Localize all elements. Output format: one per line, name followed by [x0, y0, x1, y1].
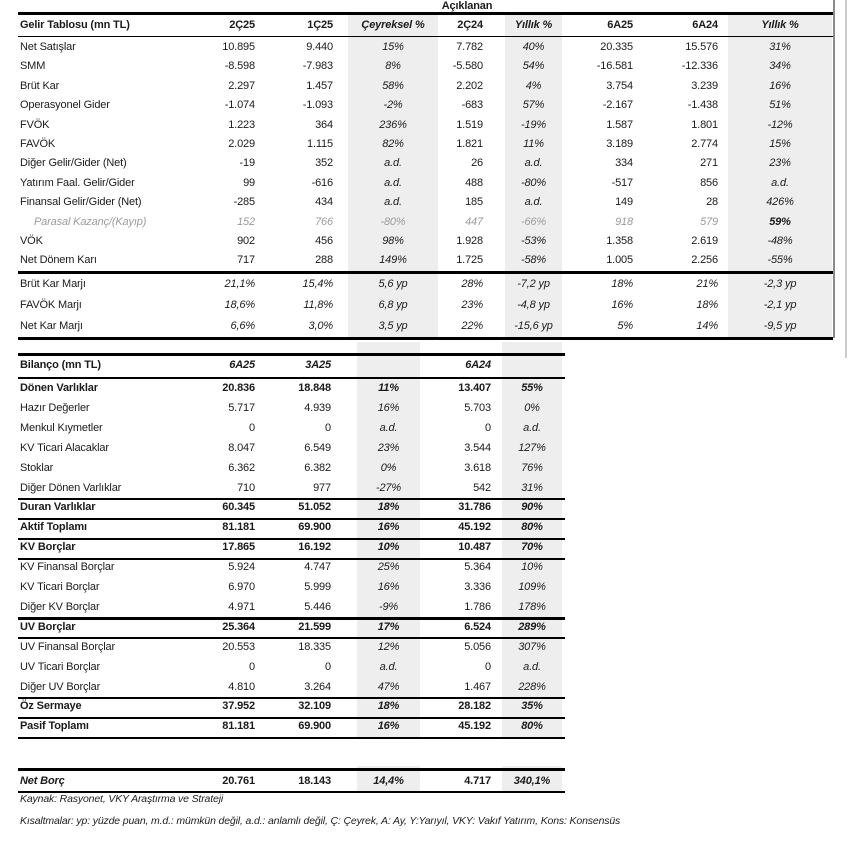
- cell-value: 11,8%: [303, 299, 333, 311]
- cell-value: 1.457: [306, 79, 333, 92]
- cell-value: 6.549: [304, 441, 331, 454]
- row-label: Bilanço (mn TL): [20, 359, 101, 371]
- cell-value: 902: [237, 235, 255, 247]
- cell-value: 447: [465, 215, 483, 228]
- cell-value: 80%: [521, 720, 543, 733]
- cell-value: 15.576: [685, 41, 718, 53]
- cell-value: 57%: [522, 99, 545, 112]
- cell-value: 0: [249, 660, 255, 673]
- row-label: KV Ticari Alacaklar: [20, 441, 109, 454]
- cell-value: 28%: [461, 278, 483, 290]
- row-label: Net Kar Marjı: [20, 320, 83, 332]
- cell-value: 15%: [382, 41, 404, 53]
- cell-value: 6.382: [304, 461, 331, 474]
- source-note: Kaynak: Rasyonet, VKY Araştırma ve Strateji: [20, 793, 224, 805]
- row-label: Duran Varlıklar: [20, 501, 96, 514]
- row-label: Stoklar: [20, 461, 54, 474]
- cell-value: 0: [325, 660, 331, 673]
- cell-value: -9%: [378, 600, 399, 613]
- cell-value: 766: [315, 215, 333, 228]
- cell-value: 16%: [377, 401, 400, 414]
- cell-value: 76%: [521, 461, 543, 474]
- column-header: 6A24: [465, 359, 491, 371]
- cell-value: 28.182: [458, 700, 491, 713]
- cell-value: 7.782: [456, 41, 483, 53]
- cell-value: 10%: [521, 561, 543, 574]
- column-header: Yıllık %: [761, 19, 799, 31]
- column-header: 3A25: [305, 359, 331, 371]
- cell-value: 51.052: [298, 501, 331, 514]
- cell-value: 271: [700, 157, 718, 170]
- cell-value: 23%: [461, 299, 483, 311]
- row-label: Net Borç: [20, 774, 65, 787]
- cell-value: a.d.: [379, 421, 398, 434]
- cell-value: 352: [315, 157, 333, 170]
- cell-value: 23%: [377, 441, 400, 454]
- cell-value: 20.553: [222, 640, 255, 653]
- cell-value: 17%: [377, 620, 400, 633]
- cell-value: 10.487: [458, 541, 491, 554]
- cell-value: 542: [473, 481, 491, 494]
- cell-value: 0%: [524, 401, 540, 414]
- cell-value: 3,0%: [308, 320, 333, 332]
- cell-value: 1.821: [456, 138, 483, 150]
- cell-value: 99: [243, 176, 255, 189]
- cell-value: 18.848: [298, 382, 331, 394]
- cell-value: 1.801: [691, 118, 718, 131]
- cell-value: 1.786: [464, 600, 491, 613]
- cell-value: 109%: [518, 581, 546, 593]
- cell-value: 90%: [521, 501, 543, 514]
- cell-value: 18,6%: [224, 299, 255, 311]
- row-label: Aktif Toplamı: [20, 521, 87, 534]
- cell-value: a.d.: [523, 660, 541, 673]
- column-header: 6A24: [692, 19, 718, 31]
- cell-value: -4,8 yp: [517, 299, 550, 311]
- cell-value: 6.970: [228, 581, 255, 593]
- row-label: Öz Sermaye: [20, 700, 82, 713]
- cell-value: -5.580: [452, 60, 483, 73]
- cell-value: -1.438: [687, 99, 718, 112]
- page-edge-line: [845, 0, 847, 358]
- row-label: Diğer KV Borçlar: [20, 600, 100, 613]
- row-label: Finansal Gelir/Gider (Net): [20, 196, 142, 209]
- row-label: FAVÖK Marjı: [20, 299, 82, 311]
- cell-value: -58%: [520, 254, 547, 267]
- cell-value: 5.364: [464, 561, 491, 574]
- cell-value: 1.519: [456, 118, 483, 131]
- cell-value: -15,6 yp: [514, 320, 553, 332]
- cell-value: 456: [315, 235, 333, 247]
- cell-value: -80%: [520, 176, 547, 189]
- row-label: Hazır Değerler: [20, 401, 90, 414]
- row-label: KV Borçlar: [20, 541, 76, 554]
- row-label: Net Dönem Karı: [20, 254, 97, 267]
- cell-value: a.d.: [524, 196, 543, 209]
- cell-value: 3.618: [464, 461, 491, 474]
- cell-value: 69.900: [298, 521, 331, 534]
- cell-value: -27%: [375, 481, 402, 494]
- cell-value: -683: [461, 99, 483, 112]
- cell-value: 5.703: [464, 401, 491, 414]
- cell-value: 1.587: [606, 118, 633, 131]
- cell-value: 58%: [382, 79, 404, 92]
- cell-value: 152: [237, 215, 255, 228]
- column-header: 6A25: [607, 19, 633, 31]
- cell-value: 4%: [525, 79, 542, 92]
- cell-value: a.d.: [384, 157, 402, 170]
- cell-value: 9.440: [306, 41, 333, 53]
- cell-value: 20.836: [222, 382, 255, 394]
- column-header: 6A25: [229, 359, 255, 371]
- row-label: KV Ticari Borçlar: [20, 581, 100, 593]
- cell-value: 6.524: [464, 620, 491, 633]
- cell-value: 18%: [377, 501, 400, 514]
- row-label: Operasyonel Gider: [20, 99, 110, 112]
- row-label: Menkul Kıymetler: [20, 421, 103, 434]
- column-header: Yıllık %: [514, 19, 553, 31]
- cell-value: 149: [615, 196, 633, 209]
- cell-value: -53%: [520, 235, 547, 247]
- cell-value: 31%: [769, 41, 791, 53]
- cell-value: 1.115: [307, 138, 333, 150]
- cell-value: 14%: [696, 320, 718, 332]
- column-header: 2Ç25: [229, 19, 255, 31]
- cell-value: 2.619: [691, 235, 718, 247]
- cell-value: 2.297: [228, 79, 255, 92]
- cell-value: 28: [706, 196, 718, 209]
- cell-value: -7,2 yp: [517, 278, 550, 290]
- cell-value: 1.928: [456, 235, 483, 247]
- cell-value: 2.256: [691, 254, 718, 267]
- cell-value: 22%: [461, 320, 483, 332]
- cell-value: -12%: [767, 118, 793, 131]
- cell-value: 5.924: [228, 561, 255, 574]
- cell-value: 4.810: [228, 680, 255, 693]
- cell-value: 37.952: [222, 700, 255, 713]
- cell-value: 10.895: [222, 41, 255, 53]
- cell-value: 5.717: [228, 401, 255, 414]
- cell-value: 10%: [377, 541, 400, 554]
- cell-value: -2,1 yp: [763, 299, 797, 311]
- cell-value: 8%: [385, 60, 401, 73]
- table-right-edge-line: [833, 0, 835, 338]
- row-label: UV Finansal Borçlar: [20, 640, 115, 653]
- cell-value: 2.029: [228, 138, 255, 150]
- row-label: FVÖK: [20, 118, 50, 131]
- cell-value: 47%: [377, 680, 400, 693]
- cell-value: -7.983: [302, 60, 333, 73]
- row-label: Yatırım Faal. Gelir/Gider: [20, 176, 135, 189]
- cell-value: 334: [615, 157, 633, 170]
- cell-value: 364: [315, 118, 333, 131]
- cell-value: a.d.: [524, 157, 543, 170]
- row-label: Parasal Kazanç/(Kayıp): [34, 215, 147, 228]
- cell-value: a.d.: [384, 176, 402, 189]
- cell-value: 16%: [377, 581, 400, 593]
- cell-value: 23%: [769, 157, 791, 170]
- cell-value: 0: [485, 660, 491, 673]
- column-header: 1Ç25: [307, 19, 333, 31]
- cell-value: 5%: [617, 320, 633, 332]
- cell-value: -517: [611, 176, 633, 189]
- announced-group-label: Açıklanan: [441, 0, 493, 12]
- cell-value: 15%: [769, 138, 791, 150]
- cell-value: 70%: [521, 541, 543, 554]
- cell-value: 16%: [769, 79, 791, 92]
- row-label: UV Borçlar: [20, 620, 76, 633]
- cell-value: 15,4%: [302, 278, 333, 290]
- cell-value: -616: [311, 176, 333, 189]
- cell-value: 1.358: [606, 235, 633, 247]
- cell-value: 5.999: [304, 581, 331, 593]
- cell-value: 5.056: [464, 640, 491, 653]
- cell-value: 3,5 yp: [378, 320, 408, 332]
- row-label: FAVÖK: [20, 138, 56, 150]
- cell-value: 13.407: [458, 382, 491, 394]
- column-header: Çeyreksel %: [361, 19, 425, 31]
- cell-value: 3.264: [304, 680, 331, 693]
- cell-value: 2.202: [456, 79, 483, 92]
- cell-value: 1.005: [606, 254, 633, 267]
- cell-value: 60.345: [222, 501, 255, 514]
- row-label: Diğer Dönen Varlıklar: [20, 481, 122, 494]
- cell-value: 34%: [769, 60, 791, 73]
- cell-value: 236%: [379, 118, 407, 131]
- cell-value: 16.192: [298, 541, 331, 554]
- cell-value: 178%: [518, 600, 546, 613]
- cell-value: 31%: [521, 481, 543, 494]
- cell-value: 977: [313, 481, 331, 494]
- cell-value: 14,4%: [373, 774, 404, 787]
- cell-value: 307%: [518, 640, 546, 653]
- cell-value: 3.239: [691, 79, 718, 92]
- abbreviations-note: Kısaltmalar: yp: yüzde puan, m.d.: mümkün değil, a.d.: anlamlı değil, Ç: Çeyrek, A: Ay, Y:Yarıyıl, VKY: Vakıf Yatırım, Kons: Konsensüs: [20, 815, 621, 827]
- cell-value: 579: [700, 215, 718, 228]
- row-label: VÖK: [20, 235, 43, 247]
- cell-value: 149%: [379, 254, 407, 267]
- cell-value: 3.336: [464, 581, 491, 593]
- cell-value: 488: [465, 176, 483, 189]
- cell-value: -285: [233, 196, 255, 209]
- cell-value: 17.865: [222, 541, 255, 554]
- cell-value: -1.093: [302, 99, 333, 112]
- row-label: Brüt Kar: [20, 79, 60, 92]
- cell-value: 4.717: [464, 774, 491, 787]
- cell-value: 717: [237, 254, 255, 267]
- row-label: UV Ticari Borçlar: [20, 660, 100, 673]
- cell-value: 21%: [696, 278, 718, 290]
- cell-value: 8.047: [228, 441, 255, 454]
- cell-value: a.d.: [379, 660, 398, 673]
- cell-value: 289%: [518, 620, 546, 633]
- cell-value: 18.335: [298, 640, 331, 653]
- cell-value: -19%: [520, 118, 547, 131]
- cell-value: 54%: [522, 60, 545, 73]
- cell-value: a.d.: [771, 176, 789, 189]
- cell-value: -16.581: [596, 60, 633, 73]
- cell-value: -2.167: [602, 99, 633, 112]
- row-label: SMM: [20, 60, 46, 73]
- cell-value: 98%: [382, 235, 404, 247]
- cell-value: 80%: [521, 521, 543, 534]
- cell-value: 4.971: [228, 600, 255, 613]
- cell-value: 3.544: [464, 441, 491, 454]
- cell-value: 185: [465, 196, 483, 209]
- cell-value: 0: [249, 421, 255, 434]
- cell-value: 6.362: [228, 461, 255, 474]
- cell-value: 18%: [611, 278, 633, 290]
- cell-value: 25.364: [222, 620, 255, 633]
- cell-value: 426%: [766, 196, 794, 209]
- cell-value: 18.143: [298, 774, 331, 787]
- cell-value: 45.192: [458, 720, 491, 733]
- cell-value: -80%: [380, 215, 406, 228]
- cell-value: 710: [237, 481, 255, 494]
- cell-value: 918: [615, 215, 633, 228]
- row-label: Diğer Gelir/Gider (Net): [20, 157, 127, 170]
- cell-value: a.d.: [523, 421, 541, 434]
- row-label: Brüt Kar Marjı: [20, 278, 86, 290]
- cell-value: 21,1%: [224, 278, 255, 290]
- cell-value: -12.336: [681, 60, 718, 73]
- cell-value: 0: [485, 421, 491, 434]
- cell-value: -8.598: [224, 60, 255, 73]
- cell-value: 12%: [377, 640, 400, 653]
- cell-value: 16%: [377, 521, 400, 534]
- cell-value: 11%: [378, 382, 399, 394]
- cell-value: 11%: [523, 138, 544, 150]
- cell-value: 81.181: [222, 521, 255, 534]
- cell-value: 6,6%: [230, 320, 255, 332]
- cell-value: -1.074: [224, 99, 255, 112]
- cell-value: 6,8 yp: [378, 299, 408, 311]
- column-header: 2Ç24: [457, 19, 483, 31]
- cell-value: 26: [471, 157, 483, 170]
- cell-value: 5,6 yp: [378, 278, 408, 290]
- cell-value: 82%: [382, 138, 404, 150]
- cell-value: 2.774: [691, 138, 718, 150]
- net-debt-row: [0, 771, 850, 791]
- row-label: Pasif Toplamı: [20, 720, 89, 733]
- cell-value: 16%: [611, 299, 633, 311]
- cell-value: 1.725: [456, 254, 483, 267]
- cell-value: 1.467: [464, 680, 491, 693]
- cell-value: 21.599: [298, 620, 331, 633]
- cell-value: 340,1%: [513, 774, 551, 787]
- row-label: Gelir Tablosu (mn TL): [20, 19, 130, 31]
- cell-value: 55%: [521, 382, 543, 394]
- cell-value: -2,3 yp: [763, 278, 797, 290]
- cell-value: 434: [315, 196, 333, 209]
- cell-value: 20.761: [222, 774, 255, 787]
- row-label: Dönen Varlıklar: [20, 382, 98, 394]
- cell-value: 856: [700, 176, 718, 189]
- row-label: KV Finansal Borçlar: [20, 561, 115, 574]
- cell-value: 25%: [377, 561, 400, 574]
- cell-value: 127%: [518, 441, 546, 454]
- cell-value: a.d.: [384, 196, 402, 209]
- cell-value: 18%: [696, 299, 718, 311]
- cell-value: 1.223: [228, 118, 255, 131]
- cell-value: 20.335: [600, 41, 633, 53]
- cell-value: -55%: [767, 254, 793, 267]
- cell-value: -19: [239, 157, 255, 170]
- cell-value: 4.747: [304, 561, 331, 574]
- cell-value: 31.786: [458, 501, 491, 514]
- cell-value: -9,5 yp: [763, 320, 797, 332]
- cell-value: 3.754: [606, 79, 633, 92]
- cell-value: 3.189: [606, 138, 633, 150]
- cell-value: 288: [315, 254, 333, 267]
- cell-value: 5.446: [304, 600, 331, 613]
- cell-value: -66%: [520, 215, 547, 228]
- cell-value: 18%: [377, 700, 400, 713]
- cell-value: 228%: [518, 680, 546, 693]
- cell-value: 59%: [769, 215, 791, 228]
- cell-value: 16%: [377, 720, 400, 733]
- cell-value: -2%: [383, 99, 403, 112]
- cell-value: 35%: [521, 700, 543, 713]
- row-label: Net Satışlar: [20, 41, 76, 53]
- cell-value: 0: [325, 421, 331, 434]
- cell-value: -48%: [767, 235, 793, 247]
- cell-value: 4.939: [304, 401, 331, 414]
- cell-value: 40%: [522, 41, 545, 53]
- cell-value: 81.181: [222, 720, 255, 733]
- row-label: Diğer UV Borçlar: [20, 680, 101, 693]
- cell-value: 69.900: [298, 720, 331, 733]
- cell-value: 51%: [769, 99, 791, 112]
- cell-value: 32.109: [298, 700, 331, 713]
- cell-value: 45.192: [458, 521, 491, 534]
- cell-value: 0%: [380, 461, 397, 474]
